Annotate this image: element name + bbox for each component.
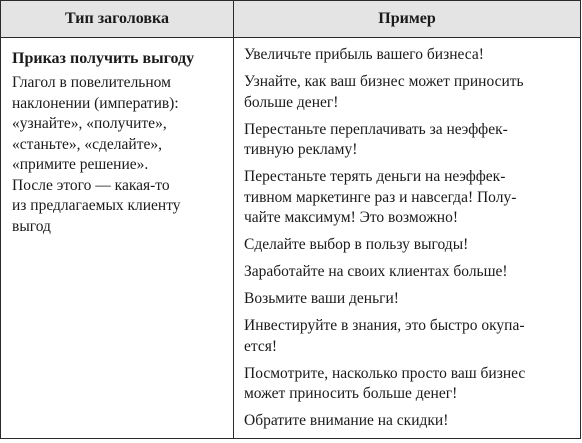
example-item [244, 411, 574, 432]
example-item [244, 316, 574, 357]
description-line: наклонении (императив): [12, 94, 179, 112]
example-item [244, 289, 574, 310]
example-line: Посмотрите, насколько просто ваш бизнес [244, 364, 526, 382]
table-row [1, 38, 581, 439]
example-item [244, 235, 574, 256]
example-item [244, 120, 574, 161]
example-item [244, 72, 574, 113]
example-line: Инвестируйте в знания, это быстро окупа- [244, 317, 525, 334]
headline-type-description [12, 73, 225, 237]
example-item [244, 364, 574, 405]
example-item [244, 262, 574, 283]
example-line: Перестаньте терять деньги на неэффек- [244, 168, 506, 185]
example-line: тивную рекламу! [244, 141, 358, 158]
example-line: чайте максимум! Это возможно! [244, 209, 458, 226]
example-line: может приносить больше денег! [244, 385, 458, 402]
type-cell [1, 38, 234, 439]
description-line: выгод [12, 217, 51, 235]
example-line: Увеличьте прибыль вашего бизнеса! [244, 46, 484, 63]
example-line: Сделайте выбор в пользу выгоды! [244, 236, 469, 253]
header-type: Тип заголовка [1, 1, 234, 38]
example-line: ется! [244, 337, 278, 355]
description-line: Глагол в повелительном [12, 74, 171, 91]
example-item [244, 45, 574, 66]
headline-type-title: Приказ получить выгоду [12, 50, 195, 67]
description-line: «примите решение». [12, 156, 149, 173]
example-line: Обратите внимание на скидки! [244, 412, 449, 429]
example-line: Заработайте на своих клиентах больше! [244, 263, 508, 280]
example-line: Перестаньте переплачивать за неэффек- [244, 120, 508, 138]
description-line: «станьте», «сделайте», [12, 135, 162, 153]
example-line: Возьмите ваши деньги! [244, 290, 399, 307]
examples-cell [234, 38, 581, 439]
example-line: тивном маркетинге раз и навсегда! Полу- [244, 188, 517, 206]
example-item [244, 167, 574, 229]
description-line: После этого — какая-то [12, 176, 170, 194]
example-line: больше денег! [244, 93, 339, 111]
header-row [1, 1, 581, 38]
description-line: «узнайте», «получите», [12, 115, 167, 132]
header-example: Пример [234, 1, 581, 38]
example-line: Узнайте, как ваш бизнес может приносить [244, 73, 524, 90]
description-line: из предлагаемых клиенту [12, 197, 181, 214]
